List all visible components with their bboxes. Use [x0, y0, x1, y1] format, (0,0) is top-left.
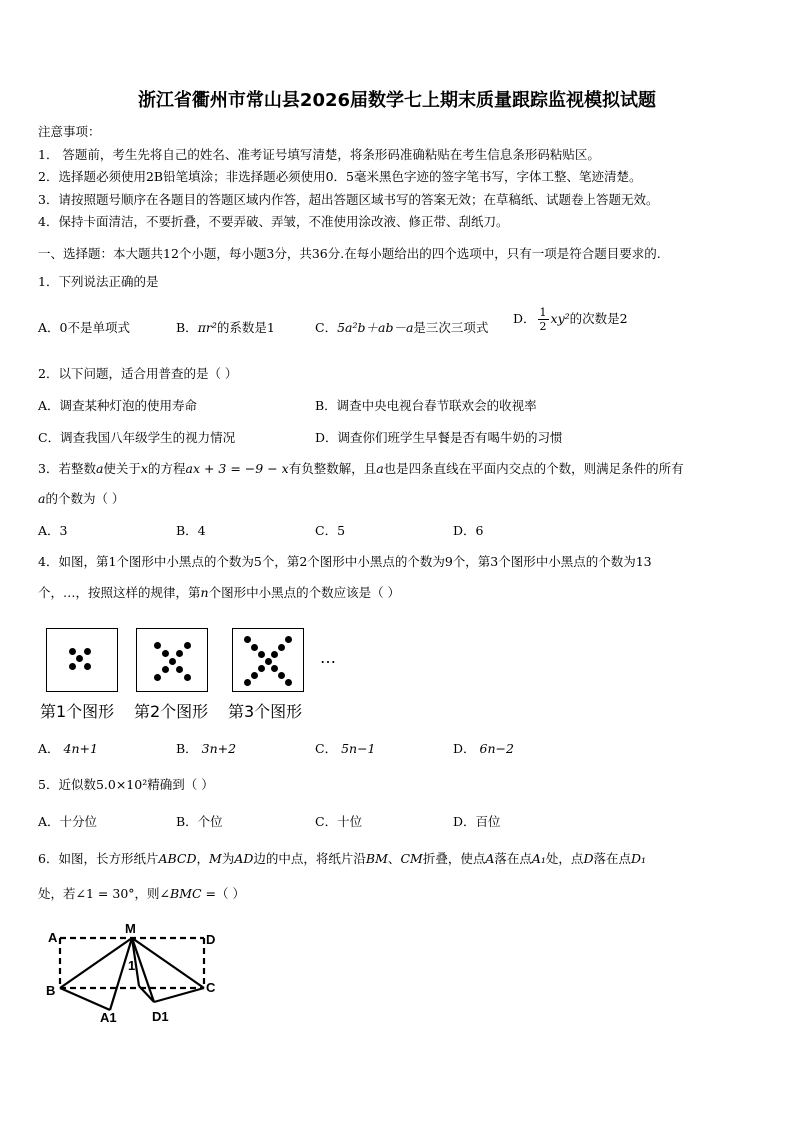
- q1-option-a: A．0不是单项式: [38, 320, 130, 335]
- edge-cd1: [154, 988, 204, 1002]
- point-d-label: D: [206, 932, 216, 947]
- dot: [184, 642, 191, 649]
- figure-ellipsis: …: [320, 648, 336, 667]
- dot: [258, 665, 265, 672]
- fold-cm: [132, 938, 204, 988]
- point-a-label: A: [48, 930, 58, 945]
- q6-stem-line1: 6．如图，长方形纸片ABCD，M为AD边的中点，将纸片沿BM、CM折叠，使点A落在点A₁处，点D落在点D₁: [38, 851, 647, 866]
- q4-stem-line2: 个，…，按照这样的规律，第n个图形中小黑点的个数应该是（ ）: [38, 585, 401, 600]
- figure-1-label: 第1个图形: [40, 702, 115, 721]
- dot: [162, 650, 169, 657]
- page-title: 浙江省衢州市常山县2026届数学七上期末质量跟踪监视模拟试题: [137, 90, 657, 111]
- dot: [162, 666, 169, 673]
- q5-option-d: D．百位: [453, 814, 501, 829]
- dot: [154, 642, 161, 649]
- edge-ba1: [60, 988, 110, 1010]
- dot: [69, 648, 76, 655]
- q3-option-a: A．3: [38, 523, 68, 538]
- dot: [278, 644, 285, 651]
- q1-option-d: D． $\frac{1}{2}$ xy²的次数是2: [513, 306, 628, 333]
- fraction: $\frac{1}{2}$: [539, 306, 547, 333]
- point-m-label: M: [125, 921, 136, 936]
- q3-stem-line1: 3．若整数a使关于x的方程ax + 3 = −9 − x有负整数解，且a也是四条直线在平面内交点的个数，则满足条件的所有: [38, 461, 684, 476]
- figure-2-label: 第2个图形: [134, 702, 209, 721]
- dot: [271, 651, 278, 658]
- q2-option-c: C．调查我国八年级学生的视力情况: [38, 430, 236, 445]
- dot: [271, 665, 278, 672]
- q5-option-a: A．十分位: [38, 814, 98, 829]
- point-a1-label: A1: [100, 1010, 117, 1025]
- q5-option-c: C．十位: [315, 814, 363, 829]
- dot: [154, 674, 161, 681]
- q6-geometry-figure: [40, 918, 230, 1028]
- dot: [285, 636, 292, 643]
- q1-stem: 1．下列说法正确的是: [38, 274, 159, 289]
- dot: [69, 663, 76, 670]
- q3-option-c: C．5: [315, 523, 346, 538]
- q2-option-b: B．调查中央电视台春节联欢会的收视率: [315, 398, 537, 413]
- q5-option-b: B．个位: [176, 814, 223, 829]
- dot: [244, 679, 251, 686]
- q4-stem-line1: 4．如图，第1个图形中小黑点的个数为5个，第2个图形中小黑点的个数为9个，第3个图形中小黑点的个数为13: [38, 554, 652, 569]
- edge-md1: [132, 938, 154, 1002]
- q4-option-a: A． 4n+1: [38, 741, 98, 756]
- notes-item: 4．保持卡面清洁，不要折叠，不要弄破、弄皱，不准使用涂改液、修正带、刮纸刀。: [38, 214, 509, 229]
- notes-item: 1． 答题前，考生先将自己的姓名、准考证号填写清楚，将条形码准确粘贴在考生信息条形码粘贴区。: [38, 146, 600, 162]
- dot: [285, 679, 292, 686]
- q2-stem: 2．以下问题，适合用普查的是（ ）: [38, 366, 238, 381]
- q4-option-b: B． 3n+2: [176, 741, 237, 756]
- notes-block: [38, 121, 658, 234]
- dot: [278, 672, 285, 679]
- q5-stem: 5．近似数5.0×10²精确到（ ）: [38, 777, 214, 792]
- figure-3-label: 第3个图形: [228, 702, 303, 721]
- point-d1-label: D1: [152, 1009, 169, 1024]
- dot: [176, 650, 183, 657]
- notes-item: 3．请按照题号顺序在各题目的答题区域内作答，超出答题区域书写的答案无效；在草稿纸、试题卷上答题无效。: [38, 191, 659, 207]
- q1-option-b: B．πr²的系数是1: [176, 320, 275, 335]
- dot: [265, 658, 272, 665]
- q2-option-a: A．调查某种灯泡的使用寿命: [38, 398, 198, 413]
- q4-option-d: D． 6n−2: [453, 741, 514, 756]
- dot: [184, 674, 191, 681]
- q2-option-d: D．调查你们班学生早餐是否有喝牛奶的习惯: [315, 430, 563, 445]
- point-b-label: B: [46, 983, 56, 998]
- notes-heading: 注意事项：: [38, 124, 101, 139]
- notes-item: 2．选择题必须使用2B铅笔填涂；非选择题必须使用0．5毫米黑色字迹的签字笔书写，字体工整、笔迹清楚。: [38, 169, 642, 184]
- section-heading: 一、选择题：本大题共12个小题，每小题3分，共36分.在每小题给出的四个选项中，只有一项是符合题目要求的.: [38, 246, 661, 261]
- dot: [76, 655, 83, 662]
- q1-option-c: C．5a²b＋ab－a是三次三项式: [315, 320, 489, 335]
- q4-option-c: C． 5n−1: [315, 741, 376, 756]
- dot: [258, 651, 265, 658]
- dot: [244, 636, 251, 643]
- q3-option-b: B．4: [176, 523, 206, 538]
- point-c-label: C: [206, 980, 216, 995]
- angle-1-label: 1: [128, 958, 136, 973]
- dot: [84, 663, 91, 670]
- dot: [84, 648, 91, 655]
- edge-ma1: [110, 938, 132, 1010]
- dot: [251, 672, 258, 679]
- fold-bm: [60, 938, 132, 988]
- q3-stem-line2: a的个数为（ ）: [38, 491, 125, 506]
- dot: [169, 658, 176, 665]
- dot: [251, 644, 258, 651]
- q3-option-d: D．6: [453, 523, 484, 538]
- q6-stem-line2: 处，若∠1 = 30°，则∠BMC =（ ）: [38, 886, 246, 901]
- dot: [176, 666, 183, 673]
